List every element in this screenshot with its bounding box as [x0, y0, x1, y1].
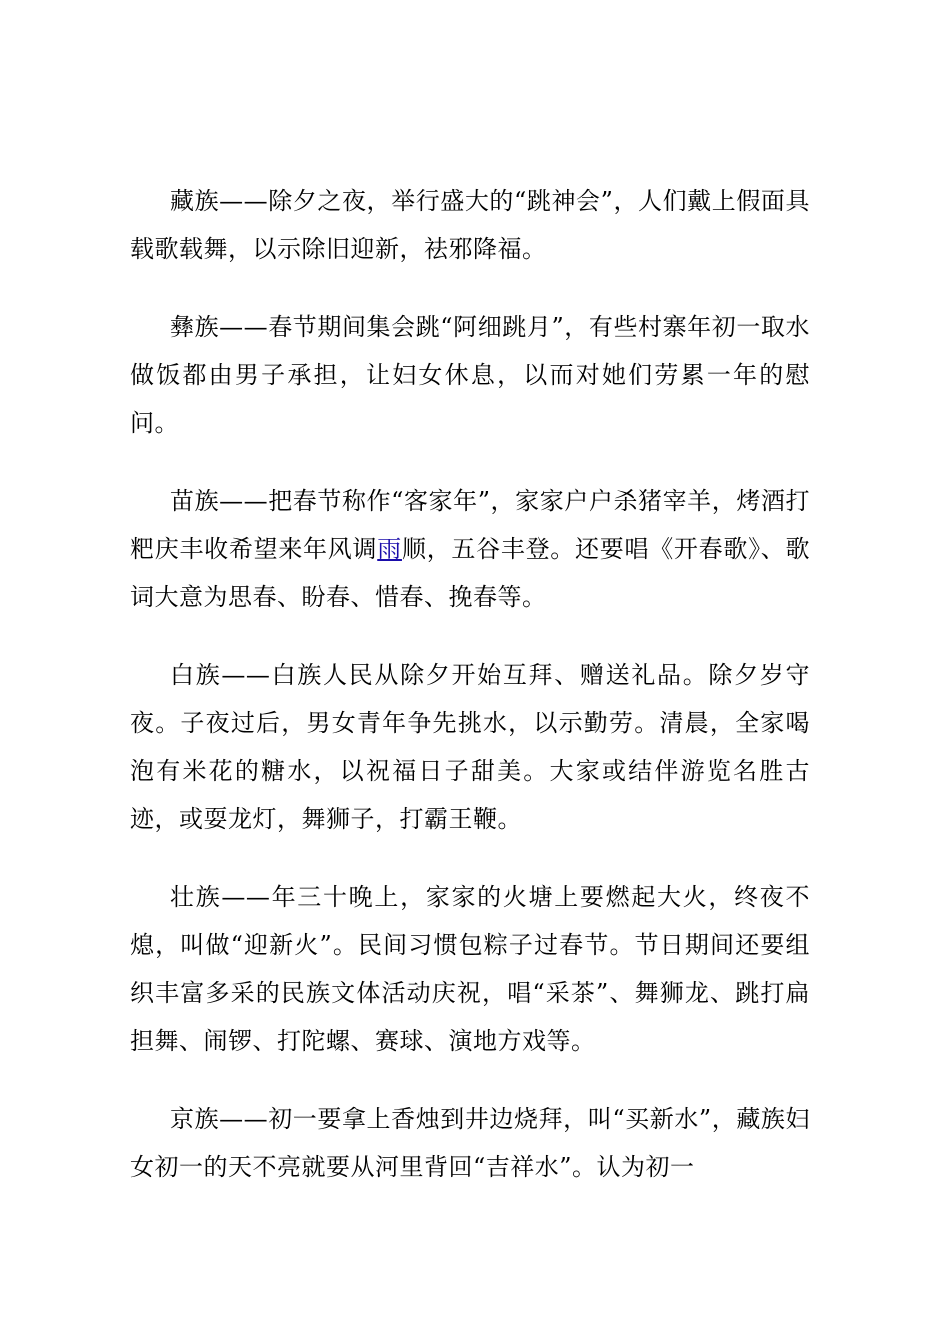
document-body [130, 177, 810, 1221]
paragraph-bai: 白族——白族人民从除夕开始互拜、赠送礼品。除夕岁守夜。子夜过后，男女青年争先挑水，以示勤劳。清晨，全家喝泡有米花的糖水，以祝福日子甜美。大家或结伴游览名胜古迹，或耍龙灯，舞狮子，打霸王鞭。 [130, 661, 810, 833]
paragraph-yi: 彝族——春节期间集会跳“阿细跳月”，有些村寨年初一取水做饭都由男子承担，让妇女休息，以而对她们劳累一年的慰问。 [130, 313, 810, 437]
paragraph-miao [130, 477, 810, 621]
paragraph-tibetan: 藏族——除夕之夜，举行盛大的“跳神会”，人们戴上假面具载歌载舞，以示除旧迎新，祛邪降福。 [130, 187, 810, 263]
paragraph-miao-before: 苗族——把春节称作“客家年”，家家户户杀猪宰羊，烤酒打粑庆丰收希望来年风调 [130, 487, 810, 563]
paragraph-miao-after: 顺，五谷丰登。还要唱《开春歌》、歌词大意为思春、盼春、惜春、挽春等。 [130, 535, 811, 611]
paragraph-zhuang: 壮族——年三十晚上，家家的火塘上要燃起大火，终夜不熄，叫做“迎新火”。民间习惯包粽子过春节。节日期间还要组织丰富多采的民族文体活动庆祝，唱“采茶”、舞狮龙、跳打扁担舞、闹锣、打陀螺、赛球、演地方戏等。 [130, 883, 810, 1055]
rain-link[interactable]: 雨 [377, 535, 402, 563]
paragraph-jing: 京族——初一要拿上香烛到井边烧拜，叫“买新水”，藏族妇女初一的天不亮就要从河里背回“吉祥水”。认为初一 [130, 1105, 810, 1181]
